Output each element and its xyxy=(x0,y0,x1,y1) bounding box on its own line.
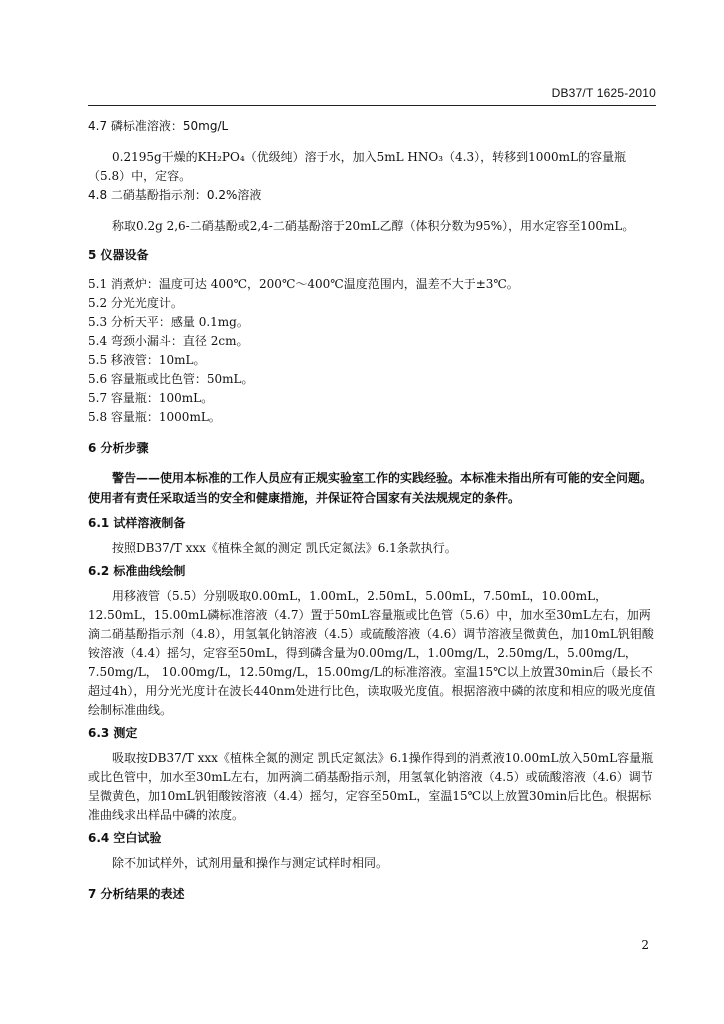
header-divider xyxy=(88,105,656,106)
section-6-3-title: 6.3 测定 xyxy=(88,726,138,740)
equipment-item: 5.5 移液管：10mL。 xyxy=(88,353,206,367)
equipment-item: 5.7 容量瓶：100mL。 xyxy=(88,391,214,405)
equipment-item: 5.2 分光光度计。 xyxy=(88,296,183,310)
equipment-item: 5.8 容量瓶：1000mL。 xyxy=(88,410,221,424)
document-body xyxy=(88,117,656,914)
item-4-7-body: 0.2195g干燥的KH₂PO₄（优级纯）溶于水，加入5mL HNO₃（4.3），转移到1000mL的容量瓶（5.8）中，定容。 xyxy=(88,150,627,183)
section-6-3-body: 吸取按DB37/T xxx《植株全氮的测定 凯氏定氮法》6.1操作得到的消煮液10.00mL放入50mL容量瓶或比色管中，加水至30mL左右，加两滴二硝基酚指示剂，用氢氧化钠溶液（4.5）或硫酸溶液（4.6）调节呈微黄色，加10mL钒钼酸铵溶液（4.4）摇匀，定容至50mL，室温15℃以上放置30min后比色。根据标准曲线求出样品中磷的浓度。 xyxy=(88,751,654,822)
equipment-item: 5.6 容量瓶或比色管：50mL。 xyxy=(88,372,254,386)
section-6-1-body: 按照DB37/T xxx《植株全氮的测定 凯氏定氮法》6.1条款执行。 xyxy=(112,541,457,555)
section-6-2-body: 用移液管（5.5）分别吸取0.00mL，1.00mL，2.50mL，5.00mL，7.50mL，10.00mL，12.50mL，15.00mL磷标准溶液（4.7）置于50mL容量瓶或比色管（5.6）中，加水至30mL左右，加两滴二硝基酚指示剂（4.8），用氢氧化钠溶液（4.5）或硫酸溶液（4.6）调节溶液呈微黄色，加10mL钒钼酸铵溶液（4.4）摇匀，定容至50mL，得到磷含量为0.00mg/L，1.00mg/L，2.50mg/L，5.00mg/L，7.50mg/L， 10.00mg/L，12.50mg/L，15.00mg/L的标准溶液。室温15℃以上放置30min后（最长不超过4h），用分光光度计在波长440nm处进行比色，读取吸光度值。根据溶液中磷的浓度和相应的吸光度值绘制标准曲线。 xyxy=(88,589,656,717)
section-6-4-title: 6.4 空白试验 xyxy=(88,831,162,845)
item-4-8-title: 4.8 二硝基酚指示剂：0.2%溶液 xyxy=(88,188,262,202)
item-4-7-title: 4.7 磷标准溶液：50mg/L xyxy=(88,119,229,133)
section-7-title: 7 分析结果的表述 xyxy=(88,887,185,901)
section-6-1-title: 6.1 试样溶液制备 xyxy=(88,516,186,530)
section-6-title: 6 分析步骤 xyxy=(88,441,149,455)
safety-warning: 警告——使用本标准的工作人员应有正规实验室工作的实践经验。本标准未指出所有可能的安全问题。使用者有责任采取适当的安全和健康措施，并保证符合国家有关法规规定的条件。 xyxy=(88,471,653,505)
section-5-title: 5 仪器设备 xyxy=(88,248,149,262)
section-6-2-title: 6.2 标准曲线绘制 xyxy=(88,564,186,578)
standard-code-header: DB37/T 1625-2010 xyxy=(551,86,656,100)
equipment-list xyxy=(88,275,656,427)
section-6-4-body: 除不加试样外，试剂用量和操作与测定试样时相同。 xyxy=(112,856,389,870)
equipment-item: 5.1 消煮炉：温度可达 400℃，200℃～400℃温度范围内，温差不大于±3℃。 xyxy=(88,277,519,291)
page-number: 2 xyxy=(641,938,649,952)
item-4-8-body: 称取0.2g 2,6-二硝基酚或2,4-二硝基酚溶于20mL乙醇（体积分数为95%），用水定容至100mL。 xyxy=(112,219,635,233)
equipment-item: 5.4 弯颈小漏斗：直径 2cm。 xyxy=(88,334,249,348)
equipment-item: 5.3 分析天平：感量 0.1mg。 xyxy=(88,315,249,329)
